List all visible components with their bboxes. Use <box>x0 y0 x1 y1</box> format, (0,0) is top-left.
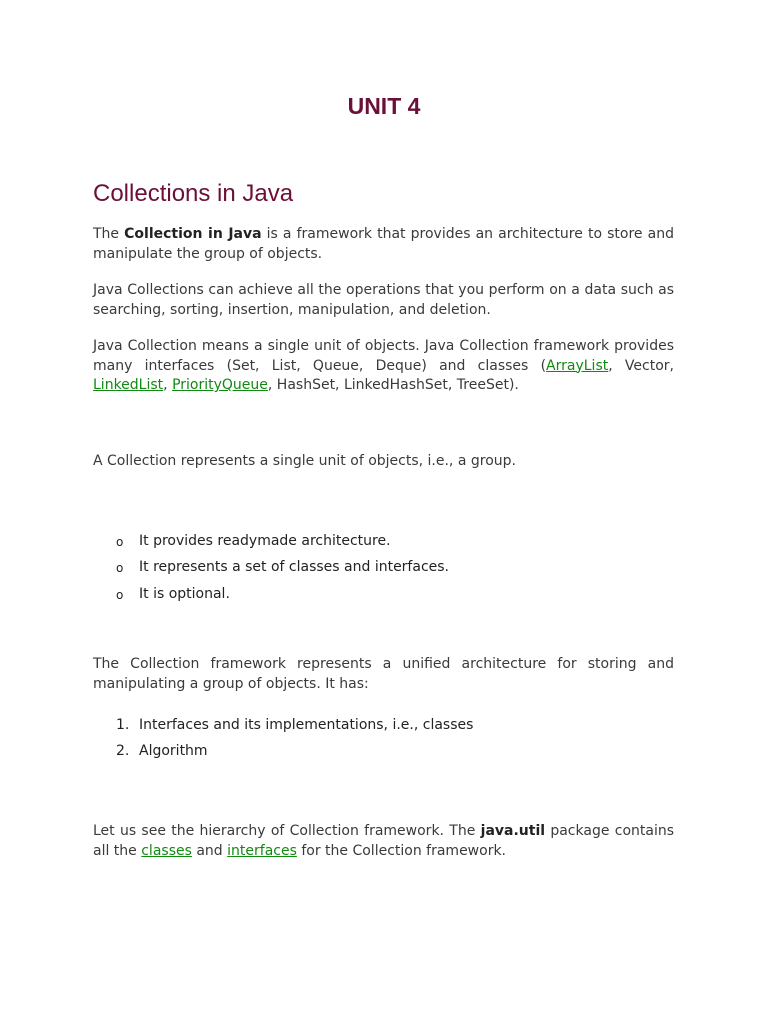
list-number: 1. <box>116 717 130 733</box>
interfaces-link[interactable]: interfaces <box>227 842 297 859</box>
interfaces-text-pre: Java Collection means a single unit of objects. Java Collection framework provides many interfaces (Set, List, Queue, Deque) and classes ( <box>93 338 674 374</box>
paragraph-framework: The Collection framework represents a unified architecture for storing and manipulating a group of objects. It has: <box>93 656 674 692</box>
bullet-marker: o <box>116 588 124 602</box>
unit-title: UNIT 4 <box>347 93 421 119</box>
arraylist-link[interactable]: ArrayList <box>546 357 609 374</box>
bullet-marker: o <box>116 535 124 549</box>
classes-link[interactable]: classes <box>141 842 192 859</box>
interfaces-text-mid1: , Vector, <box>608 357 674 374</box>
intro-bold-term: Collection in Java <box>124 226 262 242</box>
section-heading: Collections in Java <box>93 180 294 207</box>
list-number: 2. <box>116 743 130 759</box>
bullet-text: It is optional. <box>139 586 230 602</box>
hierarchy-text-mid2: and <box>191 842 228 859</box>
paragraph-operations: Java Collections can achieve all the operations that you perform on a data such as searching, sorting, insertion, manipulation, and deletion. <box>93 282 674 318</box>
bullet-marker: o <box>116 561 124 575</box>
bullet-text: It represents a set of classes and interfaces. <box>139 559 449 575</box>
intro-text-pre: The <box>93 226 125 242</box>
interfaces-text-mid2: , <box>163 377 173 393</box>
intro-text-post: is a framework that provides an architecture to store and manipulate the group of objects. <box>93 226 674 262</box>
list-text: Algorithm <box>139 743 208 759</box>
hierarchy-text-post: for the Collection framework. <box>296 842 507 859</box>
paragraph-interfaces <box>93 337 674 396</box>
linkedlist-link[interactable]: LinkedList <box>93 377 164 393</box>
hierarchy-text-mid: package contains all the <box>93 823 675 859</box>
hierarchy-text-pre: Let us see the hierarchy of Collection framework. The <box>93 823 481 839</box>
bullet-text: It provides readymade architecture. <box>139 533 391 549</box>
paragraph-intro <box>93 225 674 264</box>
priorityqueue-link[interactable]: PriorityQueue <box>172 377 268 393</box>
paragraph-hierarchy <box>93 822 674 861</box>
list-text: Interfaces and its implementations, i.e., classes <box>139 717 474 733</box>
java-util-bold: java.util <box>480 823 546 839</box>
interfaces-text-post: , HashSet, LinkedHashSet, TreeSet). <box>267 377 519 393</box>
paragraph-group: A Collection represents a single unit of objects, i.e., a group. <box>93 453 516 469</box>
